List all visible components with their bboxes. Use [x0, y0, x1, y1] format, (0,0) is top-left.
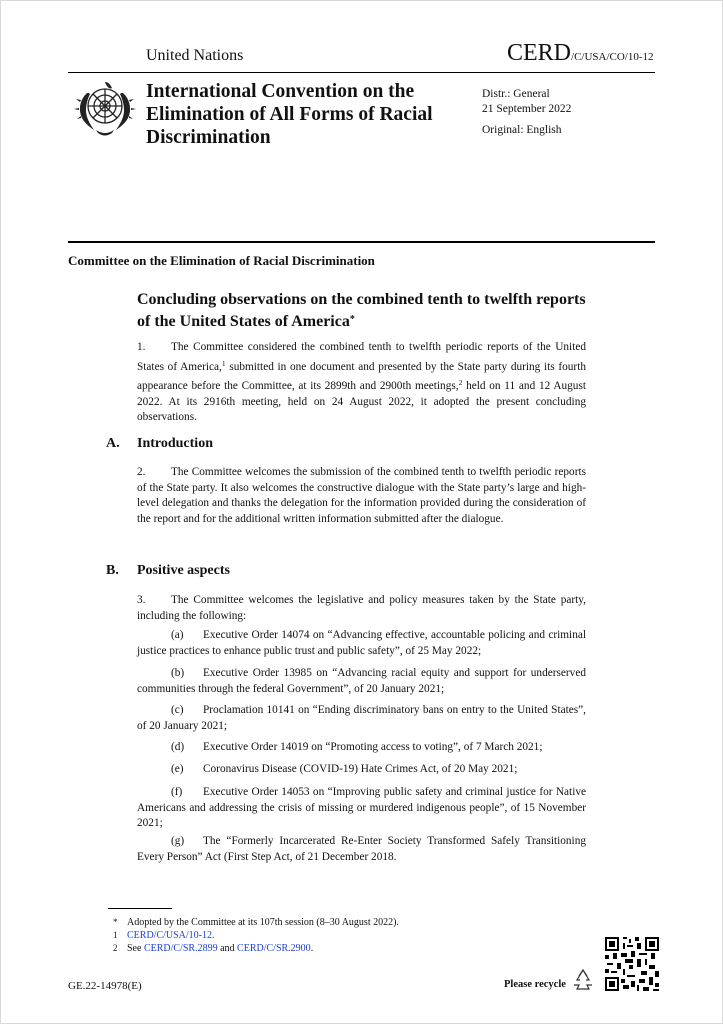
symbol-link-sr2899[interactable]: CERD/C/SR.2899: [143, 943, 218, 954]
symbol-prefix: CERD: [507, 40, 572, 66]
distribution-block: [482, 87, 571, 138]
document-title: [137, 290, 597, 332]
recycle-icon: [570, 967, 596, 993]
paragraph-text: The Committee considered the combined tenth to twelfth periodic reports of the United States of America,: [137, 341, 586, 373]
section-a-title: Introduction: [137, 436, 213, 451]
footnote-marker: *: [113, 917, 118, 927]
list-item: [137, 666, 586, 697]
symbol-suffix: /C/USA/CO/10-12: [571, 51, 654, 63]
list-item: [137, 740, 586, 756]
list-item-label: (a): [171, 629, 184, 641]
list-item-label: (b): [171, 667, 185, 679]
footnote-marker: 2: [113, 943, 118, 953]
convention-title: International Convention on the Elimination of All Forms of Racial Discrimination: [146, 81, 433, 148]
footnote-separator: [108, 908, 172, 909]
paragraph-3: [137, 593, 586, 624]
section-a-letter: A.: [106, 436, 120, 451]
list-item-label: (f): [171, 786, 183, 798]
symbol-link-sr2900[interactable]: CERD/C/SR.2900: [237, 943, 311, 954]
list-item: [137, 834, 586, 865]
footnote-ref-1[interactable]: 1: [221, 358, 226, 368]
list-item-text: Executive Order 14019 on “Promoting access to voting”, of 7 March 2021;: [203, 741, 543, 753]
footnote-1: [113, 929, 215, 942]
footnote-text: and: [217, 943, 238, 954]
paragraph-number: 3.: [137, 594, 146, 606]
footnote-ref-2[interactable]: 2: [458, 378, 463, 388]
list-item: [137, 703, 586, 734]
footnote-star: [113, 916, 399, 929]
list-item-label: (d): [171, 741, 185, 753]
paragraph-2: [137, 465, 586, 527]
list-item-label: (g): [171, 835, 185, 847]
title-footnote-marker[interactable]: *: [349, 314, 355, 325]
qr-code-icon[interactable]: [605, 937, 659, 991]
list-item-text: Executive Order 13985 on “Advancing racial equity and support for underserved communities through the federal Government”, of 20 January 2021;: [137, 667, 586, 695]
distribution-label: Distr.: General: [482, 88, 550, 100]
footnote-text: See: [127, 943, 144, 954]
organization-name: United Nations: [146, 47, 244, 64]
committee-name: Committee on the Elimination of Racial Discrimination: [68, 253, 375, 268]
footnote-text: Adopted by the Committee at its 107th session (8–30 August 2022).: [127, 917, 399, 928]
paragraph-text: submitted in one document and presented by the State party during its fourth appearance before the Committee, at its 2899th and 2900th meetings,: [137, 360, 586, 393]
list-item: [137, 762, 586, 778]
footnote-marker: 1: [113, 930, 118, 940]
un-emblem-icon: [72, 78, 138, 140]
list-item-text: Proclamation 10141 on “Ending discriminatory bans on entry to the United States”, of 20 January 2021;: [137, 704, 586, 732]
section-b-title: Positive aspects: [137, 563, 230, 578]
header-rule-bottom: [68, 241, 655, 243]
list-item-text: Executive Order 14074 on “Advancing effective, accountable policing and criminal justice practices to enhance public trust and public safety”, of 25 May 2022;: [137, 629, 586, 657]
paragraph-number: 1.: [137, 341, 146, 353]
list-item-label: (e): [171, 763, 184, 775]
original-language: Original: English: [482, 124, 562, 136]
paragraph-1: [137, 340, 586, 426]
footnote-text: .: [310, 943, 314, 954]
document-symbol: [507, 40, 654, 67]
paragraph-text: The Committee welcomes the legislative and policy measures taken by the State party, including the following:: [137, 594, 586, 622]
document-date: 21 September 2022: [482, 103, 572, 115]
list-item-text: Coronavirus Disease (COVID-19) Hate Crimes Act, of 20 May 2021;: [203, 763, 518, 775]
list-item: [137, 785, 586, 832]
paragraph-text: held on 11 and 12 August 2022. At its 2916th meeting, held on 24 August 2022, it adopted the present concluding observations.: [137, 380, 586, 424]
list-item: [137, 628, 586, 659]
document-title-text: Concluding observations on the combined tenth to twelfth reports of the United States of America: [137, 291, 586, 330]
list-item-label: (c): [171, 704, 184, 716]
paragraph-number: 2.: [137, 466, 146, 478]
section-b-letter: B.: [106, 563, 119, 578]
list-item-text: The “Formerly Incarcerated Re-Enter Society Transformed Safely Transitioning Every Person” Act (First Step Act, of 21 December 2018.: [137, 835, 586, 863]
job-number: GE.22-14978(E): [68, 980, 142, 992]
header-rule-top: [68, 72, 655, 73]
recycle-label: Please recycle: [504, 979, 566, 990]
symbol-link-report[interactable]: CERD/C/USA/10-12.: [127, 930, 215, 941]
paragraph-text: The Committee welcomes the submission of the combined tenth to twelfth periodic reports of the State party. It also welcomes the constructive dialogue with the State party’s large and high-level delegation and thanks the delegation for the information provided during the consideration of the report and for the additional written information submitted after the dialogue.: [137, 466, 586, 525]
footnote-2: [113, 942, 313, 955]
list-item-text: Executive Order 14053 on “Improving public safety and criminal justice for Native Americans and addressing the crisis of missing or murdered indigenous people”, of 15 November 2021;: [137, 786, 586, 830]
